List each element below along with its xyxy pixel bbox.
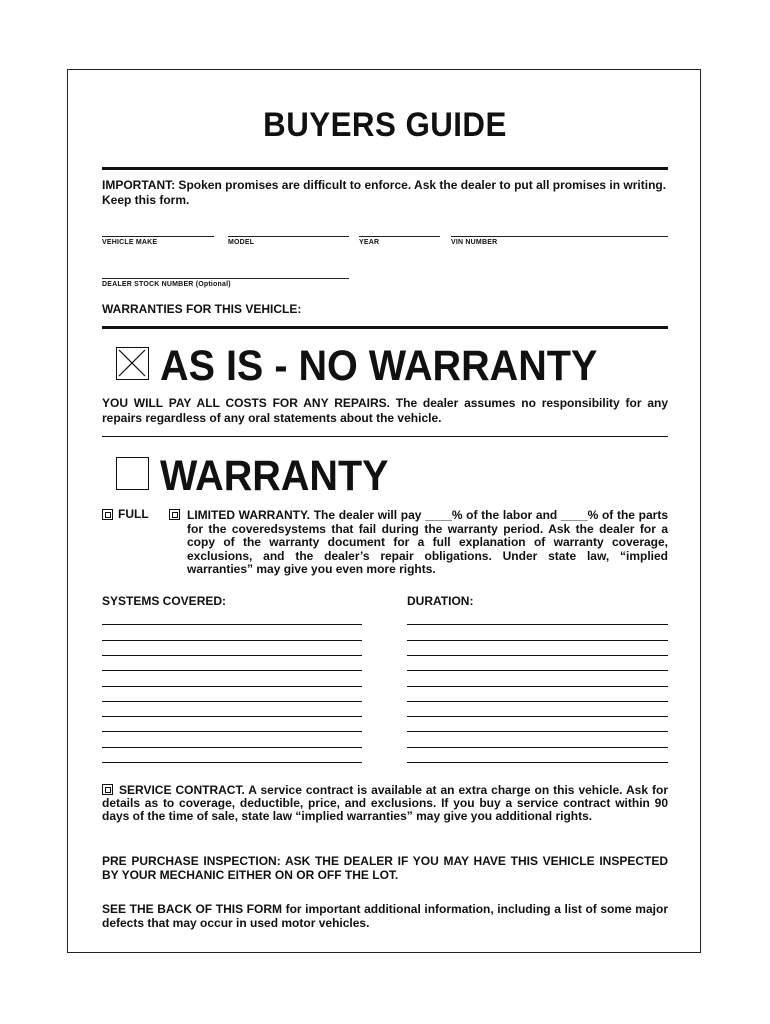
as-is-checkbox[interactable] xyxy=(116,347,149,380)
duration-label: DURATION: xyxy=(407,594,474,608)
divider xyxy=(102,326,668,329)
systems-line[interactable] xyxy=(102,624,362,625)
full-warranty-checkbox[interactable] xyxy=(102,509,113,520)
warranties-heading: WARRANTIES FOR THIS VEHICLE: xyxy=(102,302,302,316)
model-field[interactable] xyxy=(228,236,349,237)
systems-line[interactable] xyxy=(102,640,362,641)
limited-warranty-text: LIMITED WARRANTY. The dealer will pay ____% of the labor and ____% of the parts for the coveredsystems that fail during the warranty period. Ask the dealer for a copy of the warranty document for a full explanation of warranty coverage, exclusions, and the dealer’s repair obligations. Under state law, “implied warranties” may give you even more rights. xyxy=(187,508,668,576)
vin-field[interactable] xyxy=(451,236,668,237)
duration-line[interactable] xyxy=(407,640,668,641)
systems-line[interactable] xyxy=(102,747,362,748)
duration-line[interactable] xyxy=(407,701,668,702)
important-notice: IMPORTANT: Spoken promises are difficult to enforce. Ask the dealer to put all promises in writing. Keep this form. xyxy=(102,178,667,207)
systems-line[interactable] xyxy=(102,686,362,687)
duration-line[interactable] xyxy=(407,624,668,625)
vehicle-make-field[interactable] xyxy=(102,236,214,237)
duration-line[interactable] xyxy=(407,655,668,656)
divider xyxy=(102,167,668,170)
as-is-text: YOU WILL PAY ALL COSTS FOR ANY REPAIRS. The dealer assumes no responsibility for any repairs regardless of any oral statements about the vehicle. xyxy=(102,396,668,425)
systems-line[interactable] xyxy=(102,701,362,702)
systems-line[interactable] xyxy=(102,762,362,763)
as-is-heading: AS IS - NO WARRANTY xyxy=(160,342,598,390)
duration-line[interactable] xyxy=(407,670,668,671)
warranty-heading: WARRANTY xyxy=(160,452,389,500)
vehicle-make-label: VEHICLE MAKE xyxy=(102,239,158,246)
duration-line[interactable] xyxy=(407,716,668,717)
service-contract-text: SERVICE CONTRACT. A service contract is available at an extra charge on this vehicle. Ask for details as to coverage, deductible, price, and exclusions. If you buy a service contract within 90 days of the time of sale, state law “implied warranties” may give you additional rights. xyxy=(102,783,668,823)
year-field[interactable] xyxy=(359,236,440,237)
form-title: BUYERS GUIDE xyxy=(263,106,507,144)
year-label: YEAR xyxy=(359,239,380,246)
duration-line[interactable] xyxy=(407,762,668,763)
model-label: MODEL xyxy=(228,239,255,246)
systems-line[interactable] xyxy=(102,716,362,717)
check-x-icon xyxy=(117,348,147,378)
systems-covered-label: SYSTEMS COVERED: xyxy=(102,594,227,608)
limited-warranty-checkbox[interactable] xyxy=(169,509,180,520)
systems-line[interactable] xyxy=(102,731,362,732)
dealer-stock-field[interactable] xyxy=(102,278,349,279)
duration-line[interactable] xyxy=(407,686,668,687)
systems-line[interactable] xyxy=(102,670,362,671)
dealer-stock-label: DEALER STOCK NUMBER (Optional) xyxy=(102,281,231,288)
vin-label: VIN NUMBER xyxy=(451,239,498,246)
warranty-checkbox[interactable] xyxy=(116,457,149,490)
duration-line[interactable] xyxy=(407,747,668,748)
full-warranty-label: FULL xyxy=(118,507,149,521)
inspection-text: PRE PURCHASE INSPECTION: ASK THE DEALER IF YOU MAY HAVE THIS VEHICLE INSPECTED BY YOUR MECHANIC EITHER ON OR OFF THE LOT. xyxy=(102,854,668,882)
see-back-text: SEE THE BACK OF THIS FORM for important additional information, including a list of some major defects that may occur in used motor vehicles. xyxy=(102,902,668,930)
divider xyxy=(102,436,668,437)
systems-line[interactable] xyxy=(102,655,362,656)
duration-line[interactable] xyxy=(407,731,668,732)
